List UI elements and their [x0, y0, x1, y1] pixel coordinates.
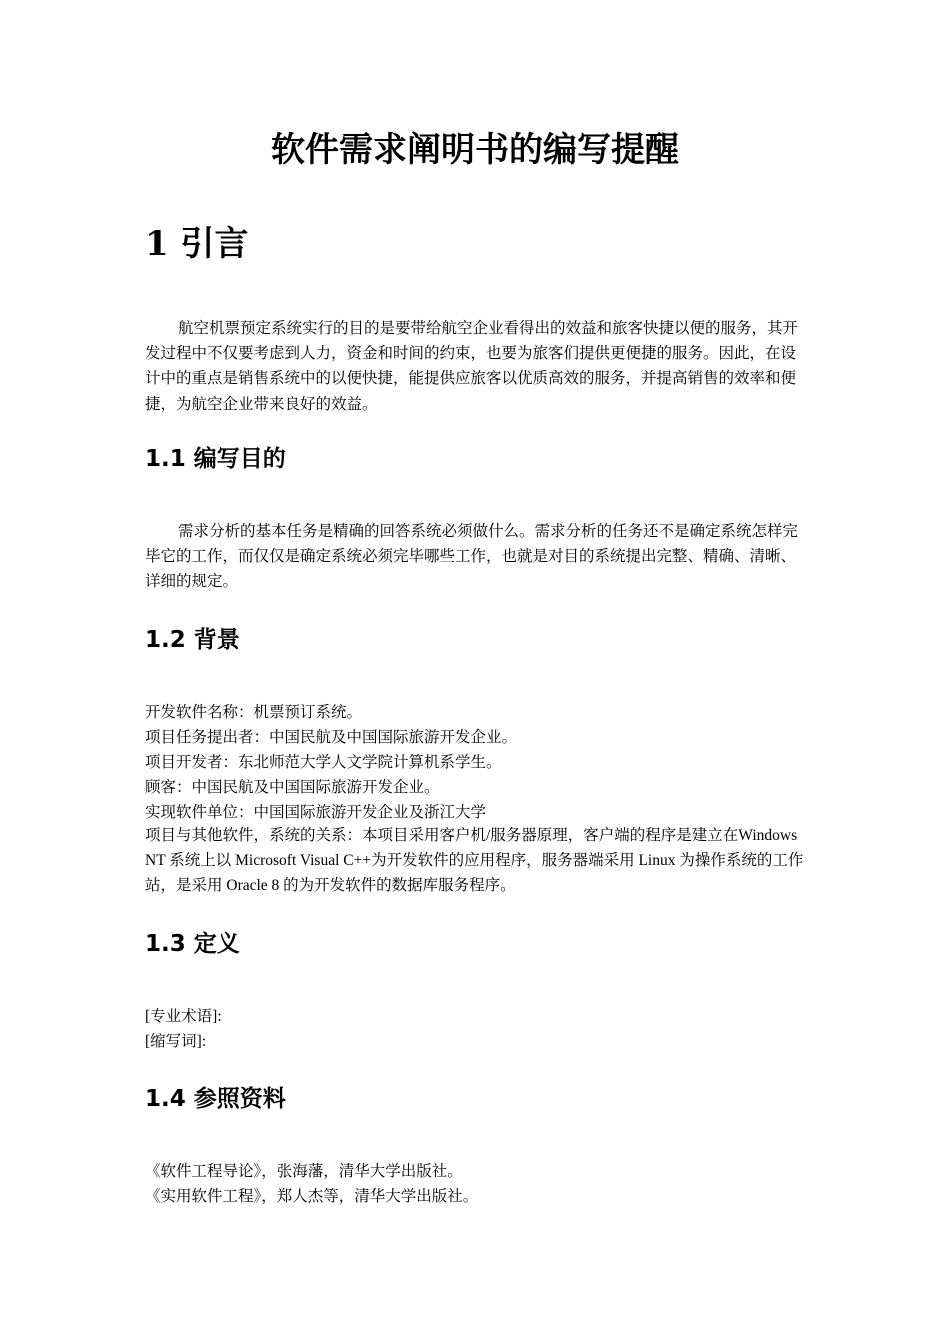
section-1-2-heading: 1.2 背景 — [145, 627, 240, 653]
background-line: 实现软件单位：中国国际旅游开发企业及浙江大学 — [145, 804, 487, 821]
section-1-intro-paragraph: 航空机票预定系统实行的目的是要带给航空企业看得出的效益和旅客快捷以便的服务，其开发过程中不仅要考虑到人力，资金和时间的约束，也要为旅客们提供更便捷的服务。因此，在设计中的重点是销售系统中的以便快捷，能提供应旅客以优质高效的服务，并提高销售的效率和便捷，为航空企业带来良好的效益。 — [145, 320, 799, 413]
definition-line: [缩写词]: — [145, 1033, 207, 1050]
definitions-list — [145, 1004, 815, 1054]
section-1-1-heading: 1.1 编写目的 — [145, 446, 286, 472]
background-list — [145, 700, 815, 825]
system-relation-paragraph: 项目与其他软件，系统的关系：本项目采用客户机/服务器原理，客户端的程序是建立在Windows NT 系统上以 Microsoft Visual C++为开发软件的应用程序，服务器端采用 Linux 为操作系统的工作站，是采用 Oracle 8 的为开发软件的数据库服务程序。 — [145, 827, 804, 895]
reference-item: 《软件工程导论》，张海藩，清华大学出版社。 — [145, 1163, 463, 1180]
section-1-heading: 1 引言 — [145, 224, 249, 264]
section-1-3-heading: 1.3 定义 — [145, 931, 240, 957]
definition-line: [专业术语]: — [145, 1008, 222, 1025]
section-1-1-paragraph: 需求分析的基本任务是精确的回答系统必须做什么。需求分析的任务还不是确定系统怎样完毕它的工作，而仅仅是确定系统必须完毕哪些工作，也就是对目的系统提出完整、精确、清晰、详细的规定。 — [145, 523, 799, 591]
background-line: 项目开发者：东北师范大学人文学院计算机系学生。 — [145, 754, 502, 771]
references-list — [145, 1159, 815, 1209]
reference-item: 《实用软件工程》，郑人杰等，清华大学出版社。 — [145, 1188, 479, 1205]
background-line: 开发软件名称：机票预订系统。 — [145, 704, 363, 721]
background-line: 顾客：中国民航及中国国际旅游开发企业。 — [145, 779, 440, 796]
background-line: 项目任务提出者：中国民航及中国国际旅游开发企业。 — [145, 729, 518, 746]
section-1-4-heading: 1.4 参照资料 — [145, 1086, 286, 1112]
document-title: 软件需求阐明书的编写提醒 — [271, 130, 679, 170]
